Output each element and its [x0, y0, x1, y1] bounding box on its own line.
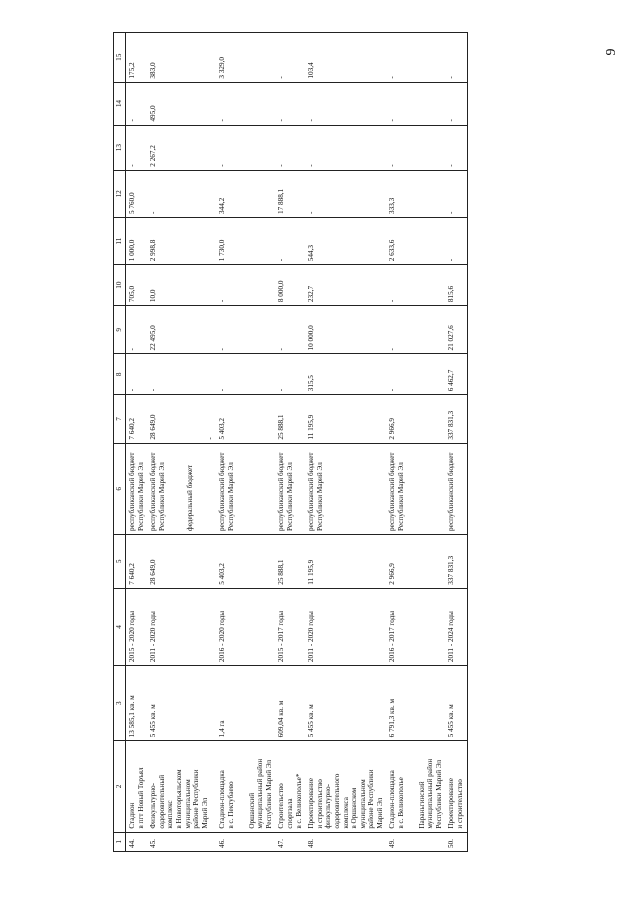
table-body [126, 33, 468, 852]
table-row [275, 33, 305, 852]
year-value-col-8: 315,5 [305, 354, 386, 395]
empty-cell [408, 588, 446, 665]
district-name: Оршанский муниципальный район Республики Марий Эл [238, 741, 276, 832]
year-value-col-8: - [216, 354, 237, 395]
year-value-col-12: 344,2 [216, 170, 237, 217]
year-value-col-10: 8 000,0 [275, 265, 305, 306]
empty-cell [408, 395, 446, 443]
year-value-col-11: - [445, 217, 467, 264]
capacity: 13 585,1 кв. м [126, 666, 148, 741]
funding-source [445, 443, 467, 534]
year-value-col-15: 3 329,0 [216, 33, 237, 83]
year-value-col-14: - [445, 82, 467, 125]
year-value-col-9: 10 000,0 [305, 306, 386, 354]
year-value-col-13: - [275, 125, 305, 170]
table-row [216, 33, 237, 852]
funding-source-entry: республиканский бюджет [447, 452, 456, 531]
year-value-col-8: - [275, 354, 305, 395]
column-header-10: 10 [114, 265, 126, 306]
year-value-col-11: 2 998,8 [147, 217, 216, 264]
column-header-6: 6 [114, 443, 126, 534]
funding-amount-entry: 25 888,1 [277, 414, 286, 440]
year-value-col-14: 495,0 [147, 82, 216, 125]
year-value-col-9: - [386, 306, 407, 354]
funding-amount-entry: 28 649,0 [149, 414, 158, 440]
empty-cell [408, 82, 446, 125]
year-value-col-9: - [126, 306, 148, 354]
row-number-cell [238, 832, 276, 851]
empty-cell [408, 306, 446, 354]
funding-source-entry: республиканский бюджет Республики Марий Эл [277, 452, 294, 531]
empty-cell [238, 125, 276, 170]
construction-period: 2011 - 2020 годы [147, 588, 216, 665]
funding-source-entry: республиканский бюджет Республики Марий Эл [307, 452, 324, 531]
year-value-col-8: - [147, 354, 216, 395]
funding-amount [305, 395, 386, 443]
object-name: Проектирование и строительство [445, 741, 467, 832]
year-value-col-9: - [216, 306, 237, 354]
year-value-col-13: - [305, 125, 386, 170]
table-row [386, 33, 407, 852]
year-value-col-11: 1 730,0 [216, 217, 237, 264]
funding-source [126, 443, 148, 534]
empty-cell [238, 217, 276, 264]
capacity: 5 455 кв. м [445, 666, 467, 741]
year-value-col-12: 5 760,0 [126, 170, 148, 217]
construction-period: 2011 - 2024 годы [445, 588, 467, 665]
row-number: 47. [275, 832, 305, 851]
funding-amount [445, 395, 467, 443]
empty-cell [238, 666, 276, 741]
total-cost: 11 195,9 [305, 534, 386, 588]
funding-amount-entry: 7 640,2 [128, 418, 136, 440]
object-name: Стадион-площадка в с. Великополье [386, 741, 407, 832]
empty-cell [408, 265, 446, 306]
year-value-col-8: 6 462,7 [445, 354, 467, 395]
year-value-col-9: 21 027,6 [445, 306, 467, 354]
empty-cell [238, 82, 276, 125]
column-header-1: 1 [114, 832, 126, 851]
total-cost: 337 831,3 [445, 534, 467, 588]
funding-source-entry: республиканский бюджет Республики Марий Эл [149, 452, 166, 531]
funding-amount-entry: - [205, 437, 214, 440]
total-cost: 2 966,9 [386, 534, 407, 588]
funding-source [216, 443, 237, 534]
funding-amount [386, 395, 407, 443]
row-number-cell [408, 832, 446, 851]
empty-cell [408, 170, 446, 217]
empty-cell [238, 534, 276, 588]
year-value-col-10: 815,6 [445, 265, 467, 306]
district-name: Параньгинский муниципальный район Республики Марий Эл [408, 741, 446, 832]
construction-period: 2015 - 2017 годы [275, 588, 305, 665]
construction-period: 2015 - 2020 годы [126, 588, 148, 665]
construction-period: 2016 - 2020 годы [216, 588, 237, 665]
funding-amount [147, 395, 216, 443]
funding-amount [216, 395, 237, 443]
empty-cell [238, 354, 276, 395]
year-value-col-14: - [216, 82, 237, 125]
column-header-2: 2 [114, 741, 126, 832]
row-number: 48. [305, 832, 386, 851]
empty-cell [238, 306, 276, 354]
object-name: Физкультурно- оздоровительный комплекс в Новоторъяльском муниципальном районе Республики Марий Эл [147, 741, 216, 832]
column-header-12: 12 [114, 170, 126, 217]
column-header-9: 9 [114, 306, 126, 354]
empty-cell [238, 265, 276, 306]
empty-cell [408, 534, 446, 588]
table-row [126, 33, 148, 852]
year-value-col-15: 383,0 [147, 33, 216, 83]
year-value-col-14: - [275, 82, 305, 125]
year-value-col-11: - [275, 217, 305, 264]
year-value-col-12: - [147, 170, 216, 217]
year-value-col-13: - [386, 125, 407, 170]
year-value-col-14: - [386, 82, 407, 125]
column-header-8: 8 [114, 354, 126, 395]
empty-cell [238, 443, 276, 534]
column-header-row [114, 33, 126, 852]
column-header-4: 4 [114, 588, 126, 665]
empty-cell [238, 33, 276, 83]
object-name: Строительство спортзала в с. Великополье* [275, 741, 305, 832]
year-value-col-10: - [386, 265, 407, 306]
total-cost: 25 888,1 [275, 534, 305, 588]
empty-cell [238, 170, 276, 217]
year-value-col-11: 2 633,6 [386, 217, 407, 264]
capacity: 6 791,3 кв. м [386, 666, 407, 741]
row-number: 49. [386, 832, 407, 851]
year-value-col-8: - [386, 354, 407, 395]
funding-source-entry: республиканский бюджет Республики Марий Эл [388, 452, 406, 531]
year-value-col-13: - [445, 125, 467, 170]
row-number: 50. [445, 832, 467, 851]
empty-cell [408, 666, 446, 741]
year-value-col-13: - [126, 125, 148, 170]
year-value-col-12: - [305, 170, 386, 217]
table-row [147, 33, 216, 852]
funding-amount-entry: 337 831,3 [447, 410, 456, 440]
total-cost: 7 640,2 [126, 534, 148, 588]
row-number: 46. [216, 832, 237, 851]
page-number: 9 [604, 48, 619, 56]
year-value-col-12: 17 888,1 [275, 170, 305, 217]
construction-period: 2011 - 2020 годы [305, 588, 386, 665]
object-name: Стадион в пгт Новый Торъял [126, 741, 148, 832]
year-value-col-15: - [386, 33, 407, 83]
object-name: Проектирование и строительство физкультурно- оздоровительного комплекса в Оршанском муниципальном районе Республики Марий Эл [305, 741, 386, 832]
total-cost: 5 403,2 [216, 534, 237, 588]
year-value-col-10: 10,0 [147, 265, 216, 306]
year-value-col-15: 103,4 [305, 33, 386, 83]
year-value-col-9: - [275, 306, 305, 354]
year-value-col-14: - [305, 82, 386, 125]
column-header-3: 3 [114, 666, 126, 741]
empty-cell [408, 125, 446, 170]
funding-amount-entry: 5 403,2 [218, 418, 227, 440]
row-number: 44. [126, 832, 148, 851]
year-value-col-14: - [126, 82, 148, 125]
column-header-11: 11 [114, 217, 126, 264]
year-value-col-11: 1 000,0 [126, 217, 148, 264]
year-value-col-10: 232,7 [305, 265, 386, 306]
funding-source-entry: республиканский бюджет Республики Марий Эл [218, 452, 235, 531]
table-row [445, 33, 467, 852]
empty-cell [408, 354, 446, 395]
funding-amount-entry: 11 195,9 [307, 414, 316, 440]
year-value-col-10: 705,0 [126, 265, 148, 306]
empty-cell [408, 33, 446, 83]
year-value-col-15: 175,2 [126, 33, 148, 83]
funding-source [147, 443, 216, 534]
funding-source-entry: республиканский бюджет Республики Марий Эл [128, 452, 145, 531]
year-value-col-10: - [216, 265, 237, 306]
year-value-col-12: 333,3 [386, 170, 407, 217]
capacity: 609,04 кв. м [275, 666, 305, 741]
row-number: 45. [147, 832, 216, 851]
funding-source [386, 443, 407, 534]
column-header-15: 15 [114, 33, 126, 83]
column-header-7: 7 [114, 395, 126, 443]
funding-source [275, 443, 305, 534]
object-name: Стадион-площадка в с. Пектубаево [216, 741, 237, 832]
empty-cell [238, 588, 276, 665]
column-header-5: 5 [114, 534, 126, 588]
rotated-table-container [113, 32, 623, 852]
capacity: 5 455 кв. м [147, 666, 216, 741]
year-value-col-13: 2 267,2 [147, 125, 216, 170]
year-value-col-15: - [275, 33, 305, 83]
funding-amount [126, 395, 148, 443]
empty-cell [408, 443, 446, 534]
empty-cell [408, 217, 446, 264]
table-row [305, 33, 386, 852]
district-row [238, 33, 276, 852]
capacity: 5 455 кв. м [305, 666, 386, 741]
funding-amount-entry: 2 966,9 [388, 418, 397, 440]
year-value-col-13: - [216, 125, 237, 170]
funding-amount [275, 395, 305, 443]
year-value-col-15: - [445, 33, 467, 83]
district-row [408, 33, 446, 852]
column-header-14: 14 [114, 82, 126, 125]
year-value-col-11: 544,3 [305, 217, 386, 264]
year-value-col-12: - [445, 170, 467, 217]
construction-period: 2016 - 2017 годы [386, 588, 407, 665]
funding-source-entry: федеральный бюджет [186, 464, 195, 531]
year-value-col-9: 22 495,0 [147, 306, 216, 354]
funding-source [305, 443, 386, 534]
capacity: 1,4 га [216, 666, 237, 741]
empty-cell [238, 395, 276, 443]
total-cost: 28 649,0 [147, 534, 216, 588]
column-header-13: 13 [114, 125, 126, 170]
budget-table [113, 32, 468, 852]
year-value-col-8: - [126, 354, 148, 395]
